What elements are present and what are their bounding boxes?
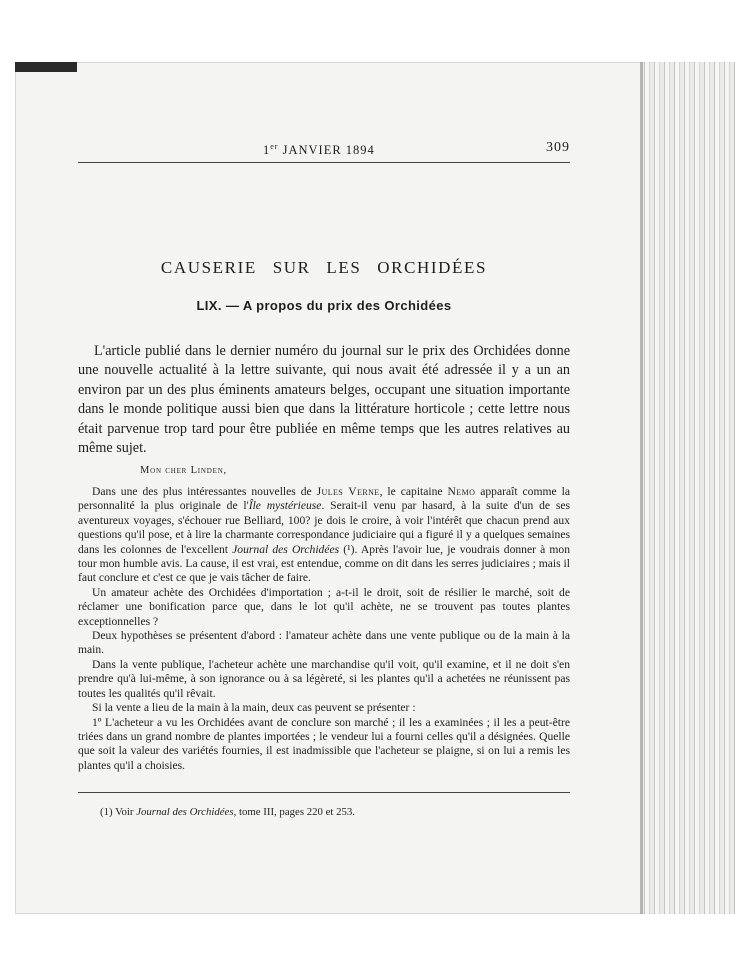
book-title: Île mystérieuse: [248, 499, 322, 513]
scan-corner-mark: [15, 62, 77, 72]
journal-title: Journal des Orchidées: [232, 542, 340, 556]
article-title: LIX. — A propos du prix des Orchidées: [196, 298, 452, 313]
section-title: CAUSERIE SUR LES ORCHIDÉES: [160, 258, 488, 277]
running-head: [78, 142, 570, 163]
letter-body: [78, 485, 570, 773]
footnote-rule: [78, 792, 570, 793]
running-head-date: 1er JANVIER 1894: [263, 142, 375, 158]
intro-paragraph: L'article publié dans le dernier numéro du journal sur le prix des Orchidées donne une nouvelle actualité à la lettre suivante, qui nous avait été adressée il y a un an environ par un des plus éminents amateurs belges, occupant une situation importante dans le monde politique aussi bien que dans la littérature horticole ; cette lettre nous était parvenue trop tard pour être publiée en même temps que les autres relatives au même sujet.: [78, 343, 570, 457]
footnote: (1) Voir Journal des Orchidées, tome III, pages 220 et 253.: [100, 806, 355, 818]
document-page: [78, 112, 570, 842]
letter-paragraph-6: 1º L'acheteur a vu les Orchidées avant de conclure son marché ; il les a examinées ; il les a peut-être triées dans un grand nombre de plantes importées ; le vendeur lui a fourni celles qu'il a désignées. Quelle que soit la valeur des variétés fournies, il est inadmissible que l'acheteur se plaigne, si on lui a remis les plantes qu'il a choisies.: [78, 715, 570, 772]
page-number: 309: [546, 140, 570, 155]
letter-paragraph-4: Dans la vente publique, l'acheteur achète une marchandise qu'il voit, qu'il examine, et il ne doit s'en prendre qu'à lui-même, à son ignorance ou à sa légèreté, si les plantes qu'il a achetées ne réunissent pas toutes les qualités qu'il rêvait.: [78, 657, 570, 700]
letter-paragraph-1: Dans une des plus intéressantes nouvelles de Jules Verne, le capitaine Nemo apparaît comme la personnalité la plus originale de l'Île mystérieuse. Serait-il venu par hasard, à la suite d'un de ses aventureux voyages, s'échouer rue Belliard, 100? je dois le croire, à voir l'intérêt que chacun prend aux questions qu'il pose, et à lire la charmante correspondance judiciaire qui a figuré il y a quelques semaines dans les colonnes de l'excellent Journal des Orchidées (¹). Après l'avoir lue, je voudrais donner à mon tour mon humble avis. La cause, il est vrai, est entendue, comme on dit dans les serres judiciaires ; mais il faut conclure et c'est ce que je vais tâcher de faire.: [78, 485, 571, 585]
captain-name: Nemo: [447, 485, 476, 498]
letter-salutation: Mon cher Linden,: [140, 465, 227, 476]
book-page-edges: [640, 62, 735, 914]
footnote-journal-title: Journal des Orchidées: [136, 806, 234, 818]
letter-paragraph-3: Deux hypothèses se présentent d'abord : l'amateur achète dans une vente publique ou de la main à la main.: [78, 629, 570, 657]
letter-paragraph-5: Si la vente a lieu de la main à la main, deux cas peuvent se présenter :: [92, 701, 416, 715]
author-name: Jules Verne: [316, 485, 380, 498]
letter-paragraph-2: Un amateur achète des Orchidées d'importation ; a-t-il le droit, soit de résilier le marché, soit de réclamer une bonification parce que, dans le lot qu'il achète, ne se trouvent pas toutes plantes exceptionnelles ?: [78, 585, 570, 628]
